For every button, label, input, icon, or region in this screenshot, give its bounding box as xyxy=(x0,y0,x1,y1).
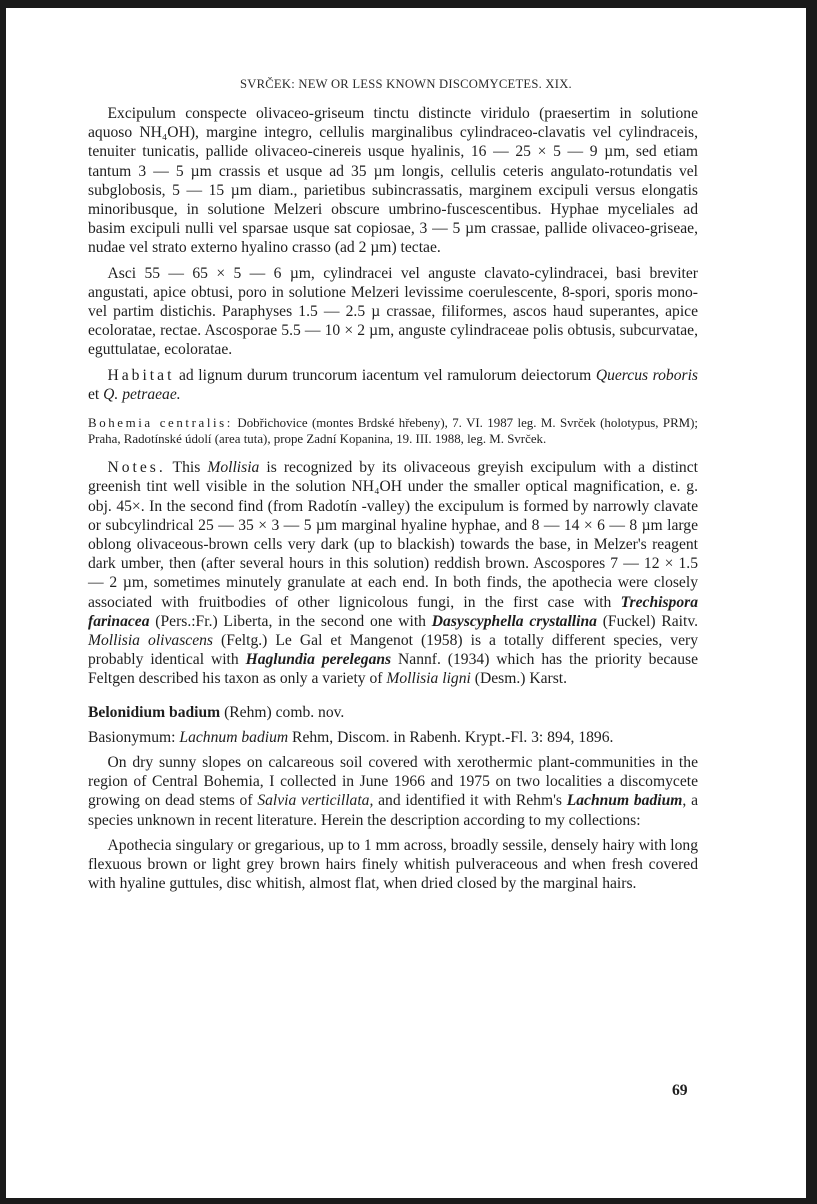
habitat-petraeae: Q. petraeae. xyxy=(103,385,181,403)
specimens-text: Dobřichovice (montes Brdské hřebeny), 7. VI. 1987 leg. M. Svrček (holotypus, PRM); Praha, Radotínské údolí (area tuta), prope Zadní Kopanina, 19. III. 1988, leg. M. Svrček. xyxy=(88,416,699,446)
collection-text-2: and identified it with Rehm's xyxy=(373,792,567,810)
collection-text-3: , a species unknown in recent literature. Herein the description according to my collections: xyxy=(88,792,698,829)
notes-text-7: (Desm.) Karst. xyxy=(470,670,567,688)
habitat-text: ad lignum durum truncorum iacentum vel ramulorum deiectorum xyxy=(174,366,596,384)
specimens-label: Bohemia centralis: xyxy=(88,416,233,431)
habitat-quercus: Quercus roboris xyxy=(595,366,698,384)
notes-mollisia-olivascens: Mollisia olivascens xyxy=(88,632,213,650)
notes-dasyscyphella: Dasyscyphella crystallina xyxy=(431,612,597,630)
notes-text-1: This xyxy=(165,459,208,477)
notes-label: Notes. xyxy=(107,459,166,477)
species-name: Belonidium badium xyxy=(88,703,221,721)
notes-text-3: (Pers.:Fr.) Liberta, in the second one with xyxy=(149,612,432,630)
notes-text-2: is recognized by its olivaceous greyish excipulum with a distinct greenish tint well visible in the solution NH₄OH under the smaller optical magnification, e. g. obj. 45×. In the second find (from Radotín -valley) the excipulum is formed by narrowly clavate or subcylindrical 25 — 35 × 3 — 5 µm marginal hyaline hyphae, and 8 — 14 × 6 — 8 µm large oblong olivaceous-brown cells very dark (up to blackish) towards the base, in Melzer's reagent dark umber, then (after several hours in this solution) reddish brown. Ascospores 7 — 12 × 1.5 — 2 µm, sometimes minutely granulate at each end. In both finds, the apothecia were closely associated with fruitbodies of other lignicolous fungi, in the first case with xyxy=(88,459,698,611)
notes-text-5: (Feltg.) Le Gal et Mangenot (1958) is a totally different species, very probably identical with xyxy=(88,632,698,669)
asci-paragraph: Asci 55 — 65 × 5 — 6 µm, cylindracei vel anguste clavato-cylindracei, basi breviter angustati, apice obtusi, poro in solutione Melzeri levissime coerulescente, 8-spori, sporis mono- vel partim distichis. Paraphyses 1.5 — 2.5 µ crassae, filiformes, ascos haud superantes, apice ecoloratae, rectae. Ascosporae 5.5 — 10 × 2 µm, anguste cylindraceae polis obtusis, subcurvatae, eguttulatae, ecoloratae. xyxy=(88,264,698,359)
habitat-paragraph xyxy=(88,366,698,404)
collection-paragraph xyxy=(88,753,698,830)
notes-trechispora: Trechispora farinacea xyxy=(88,593,698,630)
species-author: (Rehm) comb. nov. xyxy=(220,703,345,721)
page-body xyxy=(88,104,698,900)
specimens-paragraph xyxy=(88,416,698,447)
running-header: SVRČEK: NEW OR LESS KNOWN DISCOMYCETES. XIX. xyxy=(240,77,572,91)
notes-mollisia-ligni: Mollisia ligni xyxy=(386,670,471,688)
notes-text-6: Nannf. (1934) which has the priority because Feltgen described his taxon as only a variety of xyxy=(88,651,699,688)
page-number: 69 xyxy=(672,1082,688,1099)
basionym-label: Basionymum: xyxy=(88,728,180,746)
collection-lachnum: Lachnum badium xyxy=(566,792,683,810)
basionym-name: Lachnum badium xyxy=(179,728,289,746)
species-heading xyxy=(88,703,698,722)
notes-paragraph xyxy=(88,458,698,688)
notes-text-4: (Fuckel) Raitv. xyxy=(596,612,698,630)
collection-salvia: Salvia verticillata, xyxy=(257,792,374,810)
notes-mollisia: Mollisia xyxy=(207,459,260,477)
habitat-et: et xyxy=(88,385,104,403)
journal-page xyxy=(6,8,806,1198)
excipulum-paragraph: Excipulum conspecte olivaceo-griseum tinctu distincte viridulo (praesertim in solutione aquoso NH₄OH), margine integro, cellulis marginalibus cylindraceo-clavatis vel cylindraceis, tenuiter tunicatis, pallide olivaceo-cinereis usque hyalinis, 16 — 25 × 5 — 9 µm, sed etiam tantum 3 — 5 µm crassis et usque ad 35 µm longis, cellulis ceteris angulato-rotundatis vel subglobosis, 5 — 15 µm diam., parietibus subincrassatis, marginem excipuli versus elongatis minoribusque, in solutione Melzeri obscure umbrino-fuscescentibus. Hyphae myceliales ad basim excipuli nulli vel sparsae usque sat copiosae, 3 — 5 µm crassae, pallide olivaceo-griseae, nudae vel strato externo hyalino crasso (ad 2 µm) tectae. xyxy=(88,105,698,257)
habitat-label: Habitat xyxy=(107,366,175,384)
basionym-text: Rehm, Discom. in Rabenh. Krypt.-Fl. 3: 894, 1896. xyxy=(288,728,614,746)
notes-haglundia: Haglundia perelegans xyxy=(245,651,392,669)
basionym-paragraph xyxy=(88,728,698,747)
apothecia-paragraph: Apothecia singulary or gregarious, up to 1 mm across, broadly sessile, densely hairy with long flexuous brown or light grey brown hairs finely whitish pulveraceous and when fresh covered with hyaline guttules, disc whitish, almost flat, when dried closed by the marginal hairs. xyxy=(88,836,698,893)
collection-text-1: On dry sunny slopes on calcareous soil covered with xerothermic plant-communities in the region of Central Bohemia, I collected in June 1966 and 1975 on two localities a discomycete growing on dead stems of xyxy=(88,754,698,810)
